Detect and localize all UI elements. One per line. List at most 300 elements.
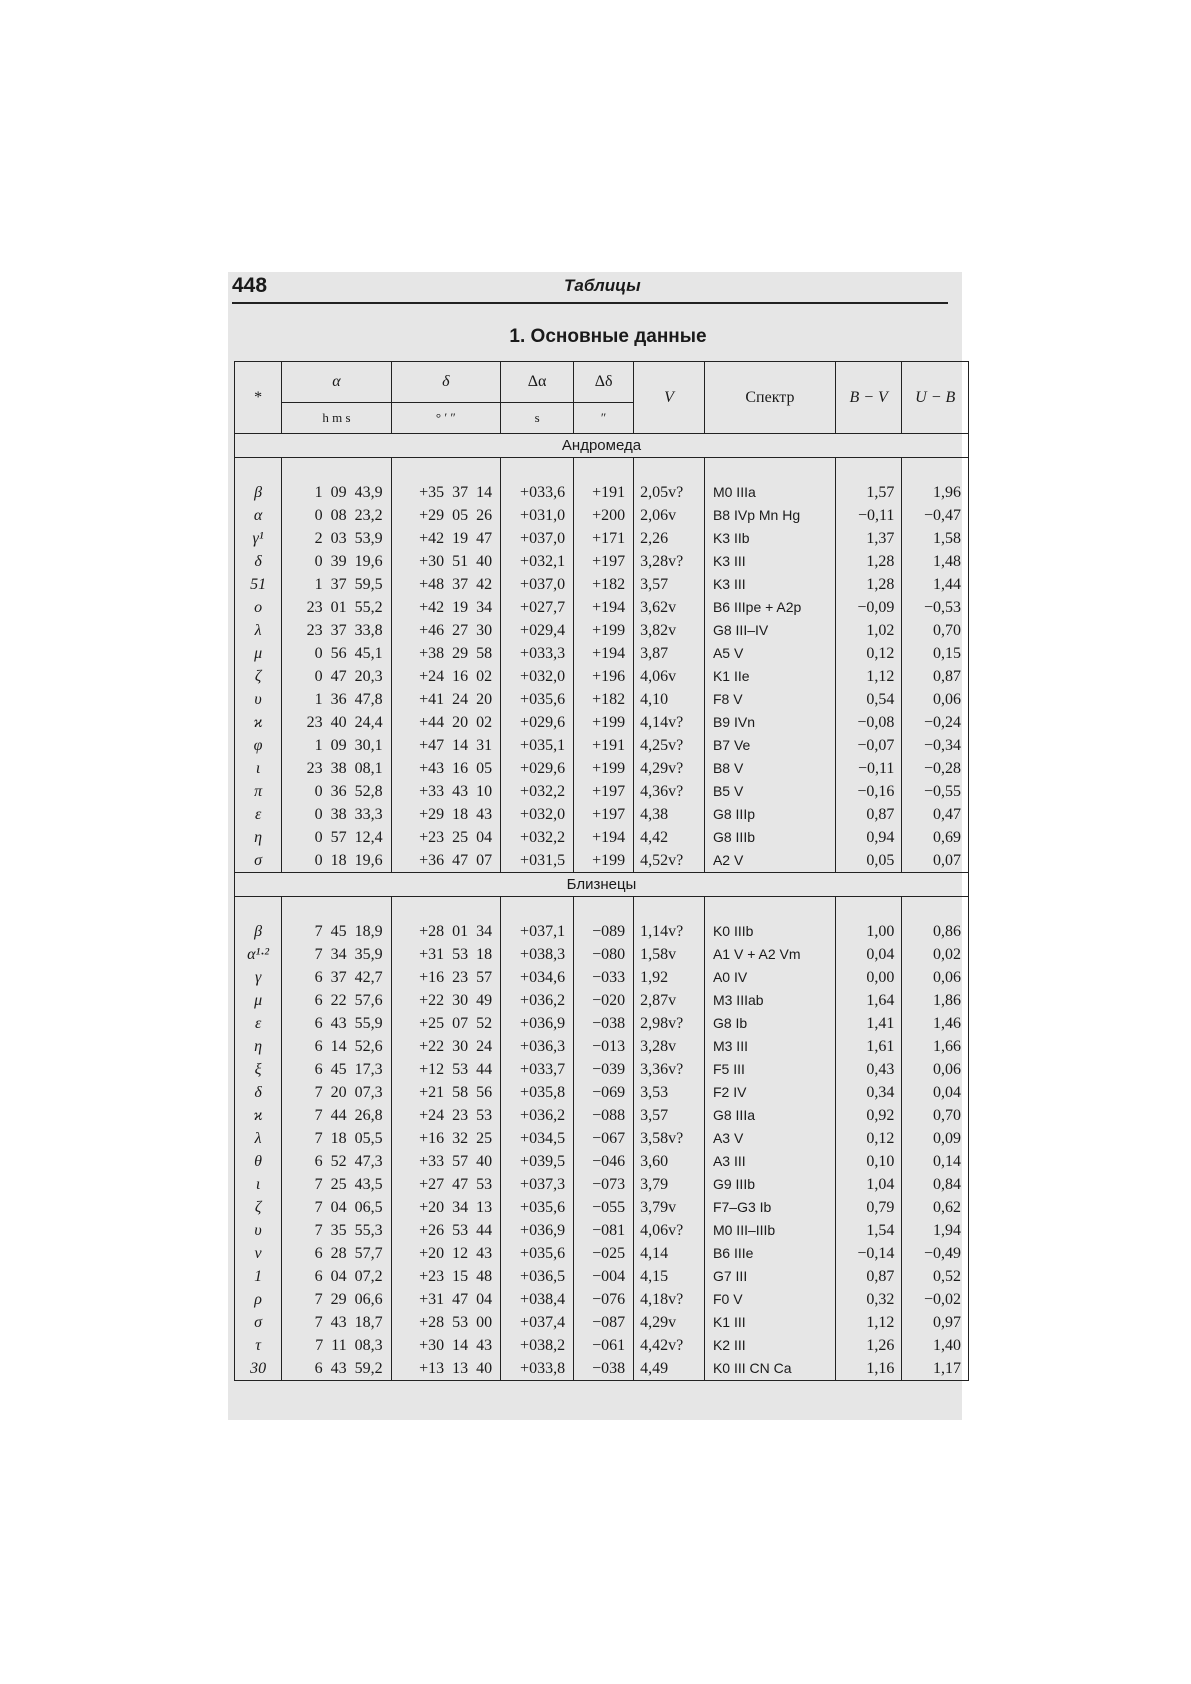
table-row [235, 734, 969, 757]
star-data-table [234, 361, 969, 1381]
cell-ub: 0,07 [902, 849, 969, 873]
cell-dalpha: +032,2 [501, 780, 574, 803]
cell-bv: 1,41 [835, 1012, 902, 1035]
cell-ub: −0,34 [902, 734, 969, 757]
cell-dalpha: +035,1 [501, 734, 574, 757]
cell-star: ε [235, 803, 282, 826]
cell-ddelta: −088 [574, 1104, 634, 1127]
cell-ra: 0 57 12,4 [282, 826, 391, 849]
spacer-cell [282, 897, 391, 921]
cell-ra: 23 38 08,1 [282, 757, 391, 780]
header-delta-units: ° ′ ″ [391, 403, 500, 434]
cell-vmag: 4,52v? [634, 849, 705, 873]
page-header [232, 274, 948, 304]
cell-vmag: 4,29v [634, 1311, 705, 1334]
cell-star: η [235, 826, 282, 849]
cell-dalpha: +037,1 [501, 920, 574, 943]
cell-dec: +35 37 14 [391, 481, 500, 504]
cell-dalpha: +036,3 [501, 1035, 574, 1058]
cell-vmag: 2,87v [634, 989, 705, 1012]
cell-dalpha: +029,6 [501, 757, 574, 780]
cell-dalpha: +035,6 [501, 1242, 574, 1265]
spacer-cell [391, 458, 500, 482]
cell-vmag: 4,14v? [634, 711, 705, 734]
cell-dalpha: +035,6 [501, 1196, 574, 1219]
cell-ddelta: −073 [574, 1173, 634, 1196]
header-bv: B − V [835, 362, 902, 434]
cell-ub: 1,58 [902, 527, 969, 550]
cell-spectrum: G8 IIIb [704, 826, 835, 849]
cell-spectrum: B9 IVn [704, 711, 835, 734]
cell-dec: +20 34 13 [391, 1196, 500, 1219]
cell-bv: 1,00 [835, 920, 902, 943]
cell-star: 51 [235, 573, 282, 596]
cell-spectrum: G8 III–IV [704, 619, 835, 642]
cell-spectrum: F8 V [704, 688, 835, 711]
cell-ddelta: +199 [574, 619, 634, 642]
cell-bv: 0,12 [835, 1127, 902, 1150]
spacer-cell [501, 458, 574, 482]
cell-ddelta: −089 [574, 920, 634, 943]
cell-ra: 0 56 45,1 [282, 642, 391, 665]
cell-ub: 0,14 [902, 1150, 969, 1173]
cell-ub: −0,55 [902, 780, 969, 803]
cell-ub: 1,86 [902, 989, 969, 1012]
cell-vmag: 4,15 [634, 1265, 705, 1288]
section-name: Андромеда [235, 434, 969, 458]
cell-ub: 0,06 [902, 1058, 969, 1081]
cell-ddelta: +191 [574, 481, 634, 504]
cell-spectrum: F7–G3 Ib [704, 1196, 835, 1219]
cell-spectrum: M3 III [704, 1035, 835, 1058]
table-row [235, 849, 969, 873]
cell-ub: 0,47 [902, 803, 969, 826]
cell-ra: 1 09 43,9 [282, 481, 391, 504]
cell-bv: 0,87 [835, 1265, 902, 1288]
cell-spectrum: A3 V [704, 1127, 835, 1150]
cell-vmag: 4,14 [634, 1242, 705, 1265]
cell-star: γ¹ [235, 527, 282, 550]
table-row [235, 1242, 969, 1265]
cell-ra: 0 39 19,6 [282, 550, 391, 573]
header-v: V [634, 362, 705, 434]
cell-ra: 7 25 43,5 [282, 1173, 391, 1196]
spacer-cell [704, 458, 835, 482]
cell-star: ϰ [235, 711, 282, 734]
cell-dec: +47 14 31 [391, 734, 500, 757]
cell-spectrum: K0 IIIb [704, 920, 835, 943]
cell-ub: 0,06 [902, 688, 969, 711]
cell-ub: −0,53 [902, 596, 969, 619]
cell-spectrum: A0 IV [704, 966, 835, 989]
cell-spectrum: F0 V [704, 1288, 835, 1311]
cell-vmag: 3,53 [634, 1081, 705, 1104]
spacer-cell [835, 897, 902, 921]
cell-bv: 1,28 [835, 573, 902, 596]
cell-bv: 1,26 [835, 1334, 902, 1357]
cell-dec: +28 01 34 [391, 920, 500, 943]
cell-ub: −0,24 [902, 711, 969, 734]
cell-dalpha: +034,6 [501, 966, 574, 989]
cell-ra: 7 45 18,9 [282, 920, 391, 943]
cell-vmag: 3,82v [634, 619, 705, 642]
section-name: Близнецы [235, 873, 969, 897]
cell-ddelta: −055 [574, 1196, 634, 1219]
cell-vmag: 4,10 [634, 688, 705, 711]
cell-star: ι [235, 757, 282, 780]
table-row [235, 711, 969, 734]
cell-ra: 23 37 33,8 [282, 619, 391, 642]
section-header-row [235, 434, 969, 458]
spacer-row [235, 897, 969, 921]
table-row [235, 1173, 969, 1196]
header-ddelta-unit: ″ [574, 403, 634, 434]
cell-spectrum: M3 IIIab [704, 989, 835, 1012]
cell-dec: +25 07 52 [391, 1012, 500, 1035]
cell-spectrum: A1 V + A2 Vm [704, 943, 835, 966]
cell-ddelta: +182 [574, 573, 634, 596]
cell-ddelta: +182 [574, 688, 634, 711]
cell-bv: 0,00 [835, 966, 902, 989]
cell-ddelta: −025 [574, 1242, 634, 1265]
cell-ddelta: +194 [574, 596, 634, 619]
cell-ddelta: −020 [574, 989, 634, 1012]
table-row [235, 780, 969, 803]
cell-vmag: 4,29v? [634, 757, 705, 780]
cell-bv: 1,12 [835, 665, 902, 688]
table-row [235, 596, 969, 619]
cell-ra: 1 09 30,1 [282, 734, 391, 757]
cell-dalpha: +032,0 [501, 665, 574, 688]
cell-bv: 1,37 [835, 527, 902, 550]
cell-spectrum: K1 IIe [704, 665, 835, 688]
table-row [235, 1012, 969, 1035]
cell-bv: 0,79 [835, 1196, 902, 1219]
cell-dalpha: +037,0 [501, 573, 574, 596]
cell-bv: −0,11 [835, 504, 902, 527]
cell-spectrum: B6 IIIpe + A2p [704, 596, 835, 619]
cell-vmag: 3,57 [634, 1104, 705, 1127]
table-row [235, 803, 969, 826]
cell-spectrum: F5 III [704, 1058, 835, 1081]
cell-spectrum: A5 V [704, 642, 835, 665]
cell-vmag: 4,49 [634, 1357, 705, 1381]
cell-bv: −0,16 [835, 780, 902, 803]
cell-ddelta: +197 [574, 803, 634, 826]
cell-ub: 1,96 [902, 481, 969, 504]
cell-bv: −0,11 [835, 757, 902, 780]
cell-vmag: 3,58v? [634, 1127, 705, 1150]
cell-dalpha: +036,2 [501, 1104, 574, 1127]
cell-star: ζ [235, 665, 282, 688]
cell-ub: 1,94 [902, 1219, 969, 1242]
cell-dec: +43 16 05 [391, 757, 500, 780]
cell-dec: +41 24 20 [391, 688, 500, 711]
table-row [235, 1219, 969, 1242]
cell-dec: +30 14 43 [391, 1334, 500, 1357]
cell-ra: 6 43 59,2 [282, 1357, 391, 1381]
cell-spectrum: K3 III [704, 550, 835, 573]
cell-spectrum: K2 III [704, 1334, 835, 1357]
cell-star: α [235, 504, 282, 527]
header-dalpha: Δα [501, 362, 574, 403]
cell-ub: 0,06 [902, 966, 969, 989]
table-row [235, 1265, 969, 1288]
table-row [235, 757, 969, 780]
cell-vmag: 4,42v? [634, 1334, 705, 1357]
cell-dec: +36 47 07 [391, 849, 500, 873]
header-star: * [235, 362, 282, 434]
cell-ddelta: −080 [574, 943, 634, 966]
cell-ddelta: +199 [574, 711, 634, 734]
cell-bv: 0,87 [835, 803, 902, 826]
cell-dec: +16 23 57 [391, 966, 500, 989]
section-header-row [235, 873, 969, 897]
header-alpha: α [282, 362, 391, 403]
cell-ra: 7 34 35,9 [282, 943, 391, 966]
cell-ra: 0 47 20,3 [282, 665, 391, 688]
cell-dec: +20 12 43 [391, 1242, 500, 1265]
cell-star: λ [235, 619, 282, 642]
cell-bv: 1,54 [835, 1219, 902, 1242]
cell-dalpha: +036,5 [501, 1265, 574, 1288]
cell-vmag: 1,14v? [634, 920, 705, 943]
spacer-cell [902, 458, 969, 482]
cell-ra: 0 38 33,3 [282, 803, 391, 826]
header-dalpha-unit: s [501, 403, 574, 434]
cell-dalpha: +037,3 [501, 1173, 574, 1196]
cell-ra: 6 43 55,9 [282, 1012, 391, 1035]
cell-dec: +16 32 25 [391, 1127, 500, 1150]
cell-star: 1 [235, 1265, 282, 1288]
cell-vmag: 2,05v? [634, 481, 705, 504]
cell-ub: 1,66 [902, 1035, 969, 1058]
cell-dec: +30 51 40 [391, 550, 500, 573]
cell-ddelta: −067 [574, 1127, 634, 1150]
cell-dec: +24 23 53 [391, 1104, 500, 1127]
cell-dalpha: +036,9 [501, 1012, 574, 1035]
cell-spectrum: G8 Ib [704, 1012, 835, 1035]
cell-ub: 0,69 [902, 826, 969, 849]
cell-ub: −0,02 [902, 1288, 969, 1311]
cell-ra: 6 14 52,6 [282, 1035, 391, 1058]
cell-dalpha: +027,7 [501, 596, 574, 619]
cell-star: η [235, 1035, 282, 1058]
cell-ub: 1,40 [902, 1334, 969, 1357]
table-row [235, 688, 969, 711]
cell-dec: +22 30 24 [391, 1035, 500, 1058]
cell-dec: +44 20 02 [391, 711, 500, 734]
cell-dalpha: +032,2 [501, 826, 574, 849]
cell-dalpha: +029,6 [501, 711, 574, 734]
cell-ub: 1,44 [902, 573, 969, 596]
cell-dec: +27 47 53 [391, 1173, 500, 1196]
cell-dalpha: +032,1 [501, 550, 574, 573]
cell-ra: 6 45 17,3 [282, 1058, 391, 1081]
table-row [235, 1058, 969, 1081]
cell-ub: 1,48 [902, 550, 969, 573]
table-row [235, 550, 969, 573]
cell-star: θ [235, 1150, 282, 1173]
cell-spectrum: B6 IIIe [704, 1242, 835, 1265]
table-row [235, 1081, 969, 1104]
cell-bv: 1,28 [835, 550, 902, 573]
cell-spectrum: M0 IIIa [704, 481, 835, 504]
cell-dec: +33 43 10 [391, 780, 500, 803]
cell-star: μ [235, 642, 282, 665]
cell-spectrum: K0 III CN Ca [704, 1357, 835, 1381]
cell-dec: +12 53 44 [391, 1058, 500, 1081]
table-row [235, 1334, 969, 1357]
cell-bv: −0,07 [835, 734, 902, 757]
cell-ra: 7 18 05,5 [282, 1127, 391, 1150]
cell-ra: 7 20 07,3 [282, 1081, 391, 1104]
cell-spectrum: K3 IIb [704, 527, 835, 550]
header-spectrum: Спектр [704, 362, 835, 434]
cell-ddelta: +200 [574, 504, 634, 527]
cell-dec: +46 27 30 [391, 619, 500, 642]
cell-spectrum: G8 IIIa [704, 1104, 835, 1127]
cell-star: υ [235, 688, 282, 711]
cell-ub: 0,52 [902, 1265, 969, 1288]
cell-bv: 1,04 [835, 1173, 902, 1196]
cell-vmag: 4,42 [634, 826, 705, 849]
cell-star: π [235, 780, 282, 803]
cell-vmag: 3,79v [634, 1196, 705, 1219]
cell-ddelta: +171 [574, 527, 634, 550]
cell-dalpha: +035,8 [501, 1081, 574, 1104]
cell-ra: 6 22 57,6 [282, 989, 391, 1012]
cell-spectrum: M0 III–IIIb [704, 1219, 835, 1242]
cell-ddelta: +194 [574, 642, 634, 665]
spacer-cell [634, 897, 705, 921]
cell-ddelta: +191 [574, 734, 634, 757]
cell-star: φ [235, 734, 282, 757]
cell-ddelta: +199 [574, 849, 634, 873]
cell-dec: +28 53 00 [391, 1311, 500, 1334]
cell-dalpha: +029,4 [501, 619, 574, 642]
cell-dec: +24 16 02 [391, 665, 500, 688]
cell-ra: 7 29 06,6 [282, 1288, 391, 1311]
cell-ub: 0,02 [902, 943, 969, 966]
cell-dalpha: +038,2 [501, 1334, 574, 1357]
table-row [235, 1150, 969, 1173]
table-row [235, 504, 969, 527]
cell-vmag: 3,57 [634, 573, 705, 596]
cell-dec: +33 57 40 [391, 1150, 500, 1173]
cell-bv: 0,05 [835, 849, 902, 873]
cell-bv: 0,32 [835, 1288, 902, 1311]
cell-ub: 0,70 [902, 619, 969, 642]
cell-vmag: 2,06v [634, 504, 705, 527]
spacer-cell [574, 897, 634, 921]
cell-ra: 6 28 57,7 [282, 1242, 391, 1265]
cell-ub: −0,49 [902, 1242, 969, 1265]
cell-bv: 0,94 [835, 826, 902, 849]
table-row [235, 989, 969, 1012]
cell-ddelta: −004 [574, 1265, 634, 1288]
cell-ra: 7 11 08,3 [282, 1334, 391, 1357]
cell-spectrum: G9 IIIb [704, 1173, 835, 1196]
cell-dec: +48 37 42 [391, 573, 500, 596]
cell-dalpha: +035,6 [501, 688, 574, 711]
cell-ra: 7 35 55,3 [282, 1219, 391, 1242]
cell-dalpha: +031,5 [501, 849, 574, 873]
spacer-cell [235, 458, 282, 482]
cell-vmag: 4,06v? [634, 1219, 705, 1242]
table-row [235, 665, 969, 688]
cell-dec: +29 18 43 [391, 803, 500, 826]
cell-spectrum: G8 IIIp [704, 803, 835, 826]
cell-ub: 0,86 [902, 920, 969, 943]
cell-spectrum: K3 III [704, 573, 835, 596]
cell-vmag: 1,92 [634, 966, 705, 989]
cell-ub: 0,97 [902, 1311, 969, 1334]
cell-ub: −0,28 [902, 757, 969, 780]
cell-ra: 7 43 18,7 [282, 1311, 391, 1334]
cell-vmag: 1,58v [634, 943, 705, 966]
cell-bv: 1,61 [835, 1035, 902, 1058]
cell-dec: +21 58 56 [391, 1081, 500, 1104]
cell-ddelta: −038 [574, 1357, 634, 1381]
cell-ddelta: −033 [574, 966, 634, 989]
cell-ddelta: −087 [574, 1311, 634, 1334]
cell-vmag: 4,36v? [634, 780, 705, 803]
cell-vmag: 4,18v? [634, 1288, 705, 1311]
cell-bv: 0,92 [835, 1104, 902, 1127]
cell-star: 30 [235, 1357, 282, 1381]
cell-dalpha: +033,6 [501, 481, 574, 504]
cell-dalpha: +038,4 [501, 1288, 574, 1311]
table-row [235, 1104, 969, 1127]
table-row [235, 1127, 969, 1150]
table-row [235, 527, 969, 550]
cell-star: μ [235, 989, 282, 1012]
cell-spectrum: A2 V [704, 849, 835, 873]
cell-vmag: 3,36v? [634, 1058, 705, 1081]
table-row [235, 1311, 969, 1334]
cell-star: τ [235, 1334, 282, 1357]
cell-dalpha: +031,0 [501, 504, 574, 527]
cell-bv: 1,57 [835, 481, 902, 504]
cell-vmag: 3,28v? [634, 550, 705, 573]
table-row [235, 966, 969, 989]
cell-dalpha: +033,7 [501, 1058, 574, 1081]
cell-star: δ [235, 550, 282, 573]
cell-star: ζ [235, 1196, 282, 1219]
table-row [235, 826, 969, 849]
cell-ub: 0,70 [902, 1104, 969, 1127]
cell-spectrum: B7 Ve [704, 734, 835, 757]
cell-bv: −0,09 [835, 596, 902, 619]
cell-star: ε [235, 1012, 282, 1035]
cell-ra: 0 36 52,8 [282, 780, 391, 803]
cell-dec: +42 19 34 [391, 596, 500, 619]
cell-star: ν [235, 1242, 282, 1265]
cell-bv: −0,08 [835, 711, 902, 734]
cell-dec: +31 47 04 [391, 1288, 500, 1311]
cell-dec: +23 25 04 [391, 826, 500, 849]
cell-star: ξ [235, 1058, 282, 1081]
cell-ra: 6 37 42,7 [282, 966, 391, 989]
page-number: 448 [232, 274, 268, 297]
cell-ra: 7 44 26,8 [282, 1104, 391, 1127]
table-row [235, 619, 969, 642]
cell-spectrum: A3 III [704, 1150, 835, 1173]
cell-star: υ [235, 1219, 282, 1242]
spacer-cell [574, 458, 634, 482]
cell-spectrum: G7 III [704, 1265, 835, 1288]
